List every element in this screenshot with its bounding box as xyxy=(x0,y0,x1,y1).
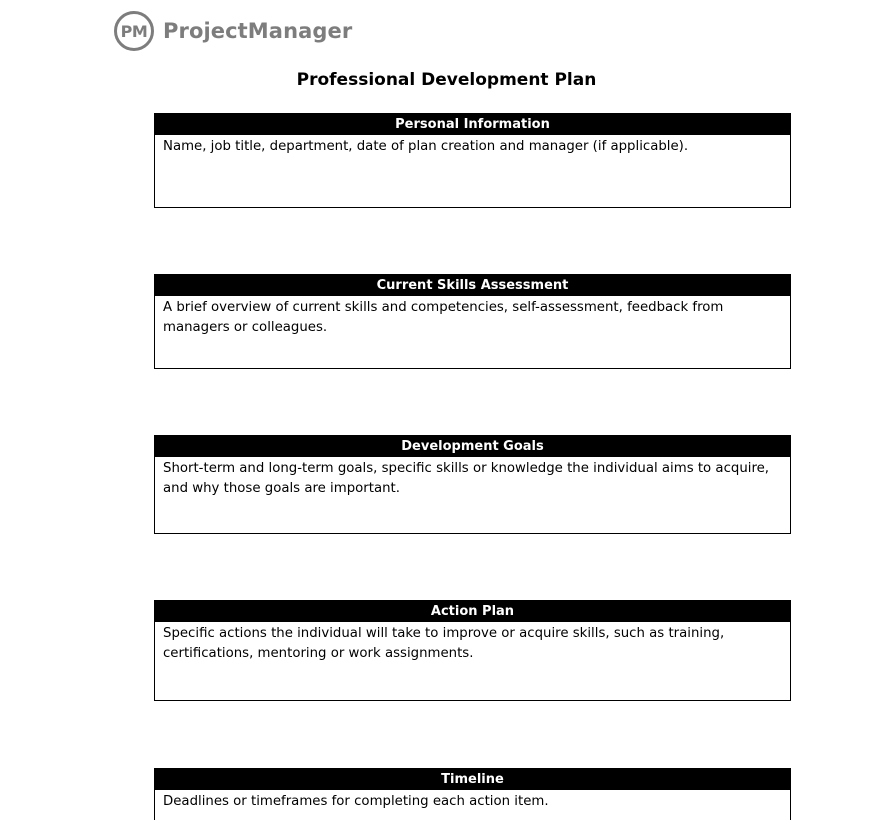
section-body-text[interactable]: A brief overview of current skills and competencies, self-assessment, feedback from managers or colleagues. xyxy=(163,300,724,335)
section-heading: Action Plan xyxy=(155,601,790,622)
section-personal-information xyxy=(154,113,791,208)
section-heading: Personal Information xyxy=(155,114,790,135)
section-action-plan xyxy=(154,600,791,701)
section-body-text[interactable]: Name, job title, department, date of plan creation and manager (if applicable). xyxy=(163,139,689,154)
projectmanager-logo xyxy=(114,8,352,54)
pm-logo-icon: PM xyxy=(114,11,154,51)
section-heading: Timeline xyxy=(155,769,790,790)
section-body-text[interactable]: Specific actions the individual will take to improve or acquire skills, such as training, certifications, mentoring or work assignments. xyxy=(163,626,725,661)
section-heading: Current Skills Assessment xyxy=(155,275,790,296)
section-body-text[interactable]: Short-term and long-term goals, specific skills or knowledge the individual aims to acquire, and why those goals are important. xyxy=(163,461,770,496)
document-title: Professional Development Plan xyxy=(296,70,597,90)
section-heading: Development Goals xyxy=(155,436,790,457)
section-body-text[interactable]: Deadlines or timeframes for completing each action item. xyxy=(163,794,549,809)
section-timeline xyxy=(154,768,791,820)
section-current-skills-assessment xyxy=(154,274,791,369)
section-development-goals xyxy=(154,435,791,534)
logo-wordmark: ProjectManager xyxy=(163,19,353,43)
